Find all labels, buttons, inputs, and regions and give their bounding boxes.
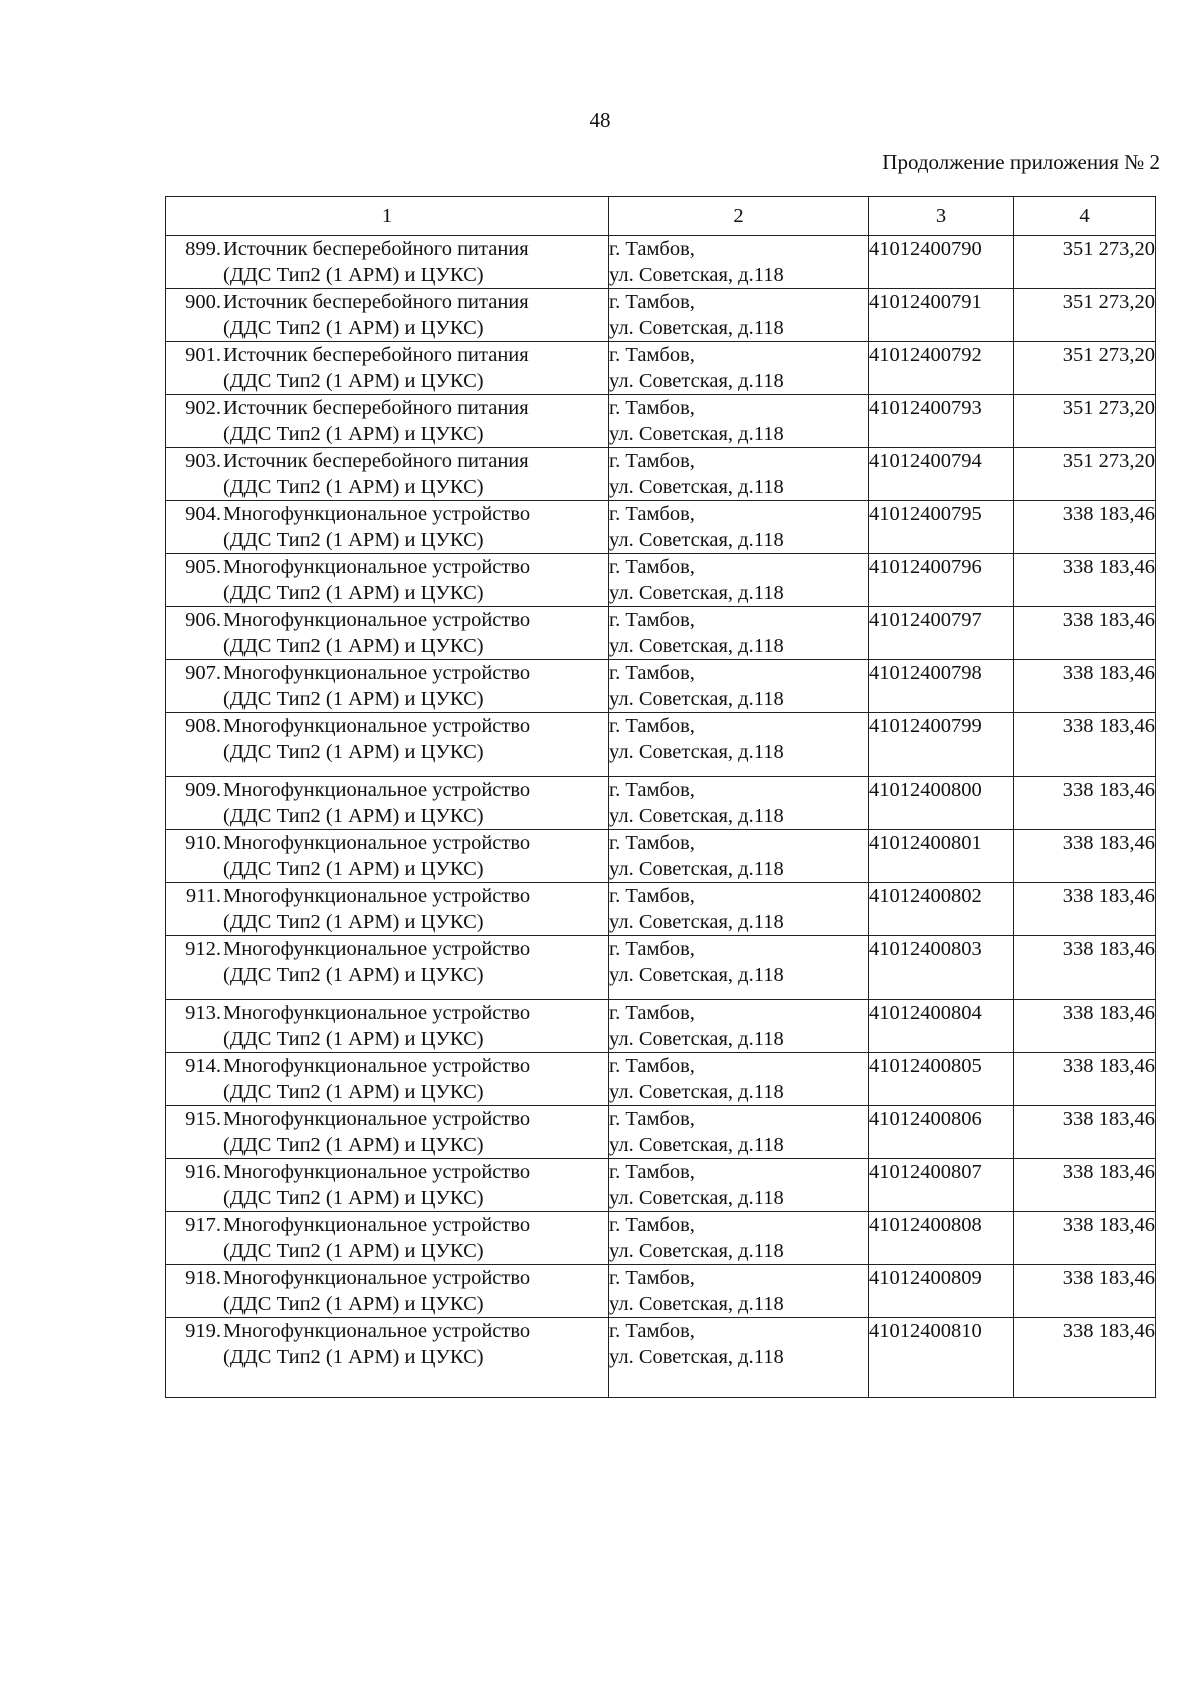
- item-name-detail: (ДДС Тип2 (1 АРМ) и ЦУКС): [223, 1134, 484, 1156]
- inventory-number: 41012400806: [869, 1106, 1014, 1159]
- name-cell: [166, 1106, 609, 1159]
- table-row: [166, 554, 1156, 607]
- inventory-number: 41012400791: [869, 289, 1014, 342]
- inventory-number: 41012400794: [869, 448, 1014, 501]
- address-city: г. Тамбов,: [609, 344, 695, 366]
- table-row: [166, 883, 1156, 936]
- item-name: Многофункциональное устройство: [223, 1055, 531, 1077]
- address-cell: [609, 607, 869, 660]
- column-header: 4: [1014, 197, 1156, 236]
- appendix-note: Продолжение приложения № 2: [882, 150, 1160, 174]
- row-number: 917.: [185, 1214, 221, 1236]
- address-street: ул. Советская, д.118: [609, 1346, 784, 1368]
- address-street: ул. Советская, д.118: [609, 264, 784, 286]
- address-street: ул. Советская, д.118: [609, 1081, 784, 1103]
- inventory-number: 41012400798: [869, 660, 1014, 713]
- item-name: Многофункциональное устройство: [223, 715, 531, 737]
- address-cell: [609, 713, 869, 777]
- address-street: ул. Советская, д.118: [609, 1240, 784, 1262]
- address-street: ул. Советская, д.118: [609, 741, 784, 763]
- table-row: [166, 830, 1156, 883]
- table-row: [166, 501, 1156, 554]
- cost-value: 338 183,46: [1014, 1318, 1156, 1398]
- row-number: 916.: [185, 1161, 221, 1183]
- row-number: 903.: [185, 450, 221, 472]
- inventory-number: 41012400801: [869, 830, 1014, 883]
- row-number: 909.: [185, 779, 221, 801]
- name-cell: [166, 501, 609, 554]
- inventory-number: 41012400809: [869, 1265, 1014, 1318]
- address-city: г. Тамбов,: [609, 885, 695, 907]
- cost-value: 338 183,46: [1014, 501, 1156, 554]
- address-cell: [609, 1053, 869, 1106]
- row-number: 918.: [185, 1267, 221, 1289]
- item-name: Источник бесперебойного питания: [223, 450, 529, 472]
- row-number: 908.: [185, 715, 221, 737]
- table-row: [166, 713, 1156, 777]
- cost-value: 351 273,20: [1014, 395, 1156, 448]
- inventory-number: 41012400805: [869, 1053, 1014, 1106]
- item-name: Многофункциональное устройство: [223, 1002, 531, 1024]
- row-number: 901.: [185, 344, 221, 366]
- address-city: г. Тамбов,: [609, 1108, 695, 1130]
- table-row: [166, 289, 1156, 342]
- cost-value: 351 273,20: [1014, 342, 1156, 395]
- item-name-detail: (ДДС Тип2 (1 АРМ) и ЦУКС): [223, 317, 484, 339]
- item-name: Многофункциональное устройство: [223, 662, 531, 684]
- address-city: г. Тамбов,: [609, 450, 695, 472]
- address-cell: [609, 1000, 869, 1053]
- address-cell: [609, 448, 869, 501]
- row-number: 913.: [185, 1002, 221, 1024]
- page-number: 48: [589, 108, 611, 132]
- item-name: Многофункциональное устройство: [223, 938, 531, 960]
- row-number: 904.: [185, 503, 221, 525]
- item-name-detail: (ДДС Тип2 (1 АРМ) и ЦУКС): [223, 911, 484, 933]
- name-cell: [166, 1265, 609, 1318]
- address-cell: [609, 501, 869, 554]
- item-name: Многофункциональное устройство: [223, 832, 531, 854]
- address-cell: [609, 236, 869, 289]
- address-street: ул. Советская, д.118: [609, 805, 784, 827]
- row-number: 907.: [185, 662, 221, 684]
- cost-value: 338 183,46: [1014, 554, 1156, 607]
- address-cell: [609, 1318, 869, 1398]
- item-name: Многофункциональное устройство: [223, 609, 531, 631]
- item-name: Источник бесперебойного питания: [223, 344, 529, 366]
- inventory-number: 41012400800: [869, 777, 1014, 830]
- item-name: Источник бесперебойного питания: [223, 397, 529, 419]
- item-name-detail: (ДДС Тип2 (1 АРМ) и ЦУКС): [223, 1293, 484, 1315]
- item-name-detail: (ДДС Тип2 (1 АРМ) и ЦУКС): [223, 858, 484, 880]
- inventory-number: 41012400797: [869, 607, 1014, 660]
- item-name-detail: (ДДС Тип2 (1 АРМ) и ЦУКС): [223, 1346, 484, 1368]
- item-name-detail: (ДДС Тип2 (1 АРМ) и ЦУКС): [223, 370, 484, 392]
- address-street: ул. Советская, д.118: [609, 1187, 784, 1209]
- inventory-number: 41012400804: [869, 1000, 1014, 1053]
- item-name-detail: (ДДС Тип2 (1 АРМ) и ЦУКС): [223, 1028, 484, 1050]
- address-city: г. Тамбов,: [609, 609, 695, 631]
- row-number: 914.: [185, 1055, 221, 1077]
- address-street: ул. Советская, д.118: [609, 1134, 784, 1156]
- row-number: 902.: [185, 397, 221, 419]
- address-street: ул. Советская, д.118: [609, 476, 784, 498]
- item-name: Многофункциональное устройство: [223, 885, 531, 907]
- address-street: ул. Советская, д.118: [609, 1028, 784, 1050]
- row-number: 899.: [185, 238, 221, 260]
- table-row: [166, 1212, 1156, 1265]
- column-header: 1: [166, 197, 609, 236]
- item-name-detail: (ДДС Тип2 (1 АРМ) и ЦУКС): [223, 529, 484, 551]
- inventory-number: 41012400795: [869, 501, 1014, 554]
- item-name: Многофункциональное устройство: [223, 1320, 531, 1342]
- address-city: г. Тамбов,: [609, 397, 695, 419]
- name-cell: [166, 1212, 609, 1265]
- item-name: Источник бесперебойного питания: [223, 291, 529, 313]
- cost-value: 338 183,46: [1014, 1000, 1156, 1053]
- inventory-number: 41012400792: [869, 342, 1014, 395]
- address-city: г. Тамбов,: [609, 715, 695, 737]
- table-row: [166, 448, 1156, 501]
- address-city: г. Тамбов,: [609, 1002, 695, 1024]
- address-city: г. Тамбов,: [609, 1214, 695, 1236]
- table-row: [166, 1053, 1156, 1106]
- address-cell: [609, 1159, 869, 1212]
- row-number: 911.: [185, 885, 221, 907]
- table-row: [166, 777, 1156, 830]
- item-name-detail: (ДДС Тип2 (1 АРМ) и ЦУКС): [223, 423, 484, 445]
- inventory-number: 41012400807: [869, 1159, 1014, 1212]
- name-cell: [166, 1000, 609, 1053]
- table-row: [166, 1000, 1156, 1053]
- address-street: ул. Советская, д.118: [609, 370, 784, 392]
- table-row: [166, 660, 1156, 713]
- address-cell: [609, 1106, 869, 1159]
- name-cell: [166, 448, 609, 501]
- address-street: ул. Советская, д.118: [609, 1293, 784, 1315]
- address-street: ул. Советская, д.118: [609, 911, 784, 933]
- registry-table: [165, 196, 1156, 1398]
- address-city: г. Тамбов,: [609, 662, 695, 684]
- cost-value: 338 183,46: [1014, 1159, 1156, 1212]
- item-name: Многофункциональное устройство: [223, 1108, 531, 1130]
- name-cell: [166, 1053, 609, 1106]
- address-street: ул. Советская, д.118: [609, 317, 784, 339]
- row-number: 900.: [185, 291, 221, 313]
- table-row: [166, 1318, 1156, 1398]
- cost-value: 338 183,46: [1014, 1212, 1156, 1265]
- address-street: ул. Советская, д.118: [609, 635, 784, 657]
- cost-value: 351 273,20: [1014, 448, 1156, 501]
- item-name-detail: (ДДС Тип2 (1 АРМ) и ЦУКС): [223, 635, 484, 657]
- column-header: 2: [609, 197, 869, 236]
- item-name-detail: (ДДС Тип2 (1 АРМ) и ЦУКС): [223, 1187, 484, 1209]
- cost-value: 338 183,46: [1014, 777, 1156, 830]
- item-name: Источник бесперебойного питания: [223, 238, 529, 260]
- item-name-detail: (ДДС Тип2 (1 АРМ) и ЦУКС): [223, 1081, 484, 1103]
- row-number: 912.: [185, 938, 221, 960]
- address-city: г. Тамбов,: [609, 1055, 695, 1077]
- cost-value: 351 273,20: [1014, 289, 1156, 342]
- address-city: г. Тамбов,: [609, 938, 695, 960]
- item-name-detail: (ДДС Тип2 (1 АРМ) и ЦУКС): [223, 688, 484, 710]
- name-cell: [166, 289, 609, 342]
- address-city: г. Тамбов,: [609, 779, 695, 801]
- table-row: [166, 342, 1156, 395]
- name-cell: [166, 342, 609, 395]
- inventory-number: 41012400796: [869, 554, 1014, 607]
- cost-value: 338 183,46: [1014, 1265, 1156, 1318]
- cost-value: 338 183,46: [1014, 607, 1156, 660]
- inventory-number: 41012400799: [869, 713, 1014, 777]
- item-name: Многофункциональное устройство: [223, 1214, 531, 1236]
- inventory-number: 41012400793: [869, 395, 1014, 448]
- item-name-detail: (ДДС Тип2 (1 АРМ) и ЦУКС): [223, 741, 484, 763]
- cost-value: 338 183,46: [1014, 713, 1156, 777]
- address-street: ул. Советская, д.118: [609, 582, 784, 604]
- cost-value: 338 183,46: [1014, 883, 1156, 936]
- item-name-detail: (ДДС Тип2 (1 АРМ) и ЦУКС): [223, 964, 484, 986]
- inventory-number: 41012400810: [869, 1318, 1014, 1398]
- header-row: [166, 197, 1156, 236]
- item-name: Многофункциональное устройство: [223, 779, 531, 801]
- item-name: Многофункциональное устройство: [223, 1161, 531, 1183]
- table-row: [166, 395, 1156, 448]
- cost-value: 338 183,46: [1014, 936, 1156, 1000]
- address-cell: [609, 395, 869, 448]
- name-cell: [166, 236, 609, 289]
- name-cell: [166, 660, 609, 713]
- address-street: ул. Советская, д.118: [609, 964, 784, 986]
- address-city: г. Тамбов,: [609, 1267, 695, 1289]
- address-city: г. Тамбов,: [609, 503, 695, 525]
- inventory-number: 41012400808: [869, 1212, 1014, 1265]
- address-cell: [609, 342, 869, 395]
- inventory-number: 41012400802: [869, 883, 1014, 936]
- cost-value: 338 183,46: [1014, 830, 1156, 883]
- address-street: ул. Советская, д.118: [609, 529, 784, 551]
- cost-value: 338 183,46: [1014, 660, 1156, 713]
- address-street: ул. Советская, д.118: [609, 688, 784, 710]
- address-cell: [609, 660, 869, 713]
- address-cell: [609, 883, 869, 936]
- address-city: г. Тамбов,: [609, 291, 695, 313]
- item-name-detail: (ДДС Тип2 (1 АРМ) и ЦУКС): [223, 582, 484, 604]
- item-name-detail: (ДДС Тип2 (1 АРМ) и ЦУКС): [223, 1240, 484, 1262]
- address-city: г. Тамбов,: [609, 832, 695, 854]
- address-cell: [609, 554, 869, 607]
- address-cell: [609, 936, 869, 1000]
- table-row: [166, 1265, 1156, 1318]
- row-number: 919.: [185, 1320, 221, 1342]
- inventory-number: 41012400790: [869, 236, 1014, 289]
- table-row: [166, 1106, 1156, 1159]
- address-street: ул. Советская, д.118: [609, 858, 784, 880]
- item-name-detail: (ДДС Тип2 (1 АРМ) и ЦУКС): [223, 805, 484, 827]
- address-cell: [609, 777, 869, 830]
- address-cell: [609, 289, 869, 342]
- row-number: 905.: [185, 556, 221, 578]
- item-name: Многофункциональное устройство: [223, 556, 531, 578]
- name-cell: [166, 1318, 609, 1398]
- name-cell: [166, 607, 609, 660]
- name-cell: [166, 713, 609, 777]
- name-cell: [166, 936, 609, 1000]
- item-name-detail: (ДДС Тип2 (1 АРМ) и ЦУКС): [223, 476, 484, 498]
- cost-value: 351 273,20: [1014, 236, 1156, 289]
- item-name-detail: (ДДС Тип2 (1 АРМ) и ЦУКС): [223, 264, 484, 286]
- address-cell: [609, 830, 869, 883]
- name-cell: [166, 777, 609, 830]
- table-row: [166, 236, 1156, 289]
- address-cell: [609, 1212, 869, 1265]
- address-city: г. Тамбов,: [609, 556, 695, 578]
- inventory-number: 41012400803: [869, 936, 1014, 1000]
- item-name: Многофункциональное устройство: [223, 1267, 531, 1289]
- item-name: Многофункциональное устройство: [223, 503, 531, 525]
- row-number: 915.: [185, 1108, 221, 1130]
- table-row: [166, 936, 1156, 1000]
- name-cell: [166, 830, 609, 883]
- row-number: 910.: [185, 832, 221, 854]
- column-header: 3: [869, 197, 1014, 236]
- address-city: г. Тамбов,: [609, 238, 695, 260]
- address-cell: [609, 1265, 869, 1318]
- row-number: 906.: [185, 609, 221, 631]
- cost-value: 338 183,46: [1014, 1106, 1156, 1159]
- name-cell: [166, 883, 609, 936]
- address-city: г. Тамбов,: [609, 1320, 695, 1342]
- name-cell: [166, 395, 609, 448]
- address-city: г. Тамбов,: [609, 1161, 695, 1183]
- name-cell: [166, 554, 609, 607]
- table-row: [166, 1159, 1156, 1212]
- name-cell: [166, 1159, 609, 1212]
- table-row: [166, 607, 1156, 660]
- address-street: ул. Советская, д.118: [609, 423, 784, 445]
- cost-value: 338 183,46: [1014, 1053, 1156, 1106]
